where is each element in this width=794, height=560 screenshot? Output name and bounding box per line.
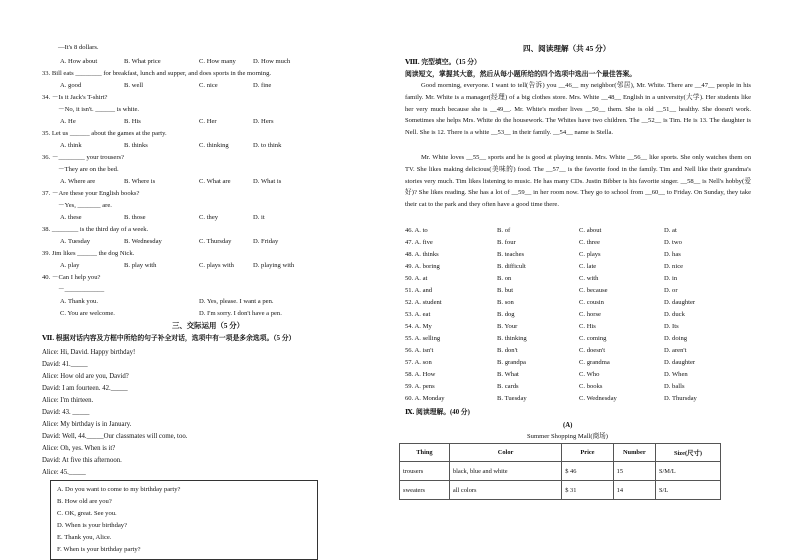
option: B. What price — [124, 58, 161, 65]
option: D. daughter — [664, 299, 696, 306]
passage-paragraph-1: Good morning, everyone. I want to tell(告诉) you __46__ my neighbor(邻居), Mr. White. There are __47__ people in his family. Mr. White is a manager(经理) of a big clothes store. Mrs. White __48__ English in a university(大学). Her students like her very much because she is __49__. Mr. White's mother lives __50__ them. She is old __51__ healthy. She doesn't work. Sometimes she helps Mrs. White do the housework. The Whites have two children. The __52__ is Tim. He is 13. The daughter is Nell. She is 12. There is a white __53__ in their family. __54__ name is Stella. — [405, 82, 751, 137]
option: A. Tuesday — [60, 238, 91, 245]
option: B. well — [124, 82, 144, 89]
section-7-title: Ⅶ. 根据对话内容及方框中所给的句子补全对话，选项中有一项是多余选项。（5 分） — [42, 335, 296, 342]
option: D. in — [664, 275, 678, 282]
option: C. How many — [199, 58, 236, 65]
table-header: Thing — [400, 444, 450, 462]
dialogue-line: David: I am fourteen. 42._____ — [42, 385, 128, 392]
cloze-question: 52. A. student — [405, 299, 442, 306]
option: B. dog — [497, 311, 515, 318]
option: A. good — [60, 82, 82, 89]
option: D. nice — [664, 263, 684, 270]
table-cell: 14 — [613, 481, 655, 500]
option: B. son — [497, 299, 514, 306]
table-cell: S/M/L — [655, 462, 720, 481]
box-option: E. Thank you, Alice. — [57, 534, 112, 541]
option: C. Thursday — [199, 238, 232, 245]
option: C. they — [199, 214, 219, 221]
dialogue-line: Alice: How old are you, David? — [42, 373, 129, 380]
option: D. has — [664, 251, 681, 258]
option: A. these — [60, 214, 82, 221]
option: D. fine — [253, 82, 272, 89]
option: B. grandpa — [497, 359, 526, 366]
dialogue-line: David: Well, 44._____Our classmates will come, too. — [42, 433, 188, 440]
box-option: C. OK, great. See you. — [57, 510, 117, 517]
option: D. Friday — [253, 238, 279, 245]
option: D. Thursday — [664, 395, 697, 402]
options-box — [50, 480, 318, 560]
table-cell: all colors — [449, 481, 561, 500]
cloze-question: 48. A. thinks — [405, 251, 439, 258]
option: A. play — [60, 262, 80, 269]
option: C. Her — [199, 118, 217, 125]
option: C. Who — [579, 371, 600, 378]
option: B. on — [497, 275, 512, 282]
option: D. two — [664, 239, 682, 246]
option: C. You are welcome. — [60, 310, 115, 317]
option: B. play with — [124, 262, 157, 269]
option: D. playing with — [253, 262, 295, 269]
table-row — [400, 481, 721, 500]
reading-label: (A) — [563, 422, 573, 429]
section-9-title: Ⅸ. 阅读理解。(40 分) — [405, 409, 470, 416]
dialogue-line: Alice: Hi, David. Happy birthday! — [42, 349, 136, 356]
option: C. Wednesday — [579, 395, 617, 402]
table-cell: $ 31 — [562, 481, 613, 500]
option: D. aren't — [664, 347, 687, 354]
option: D. duck — [664, 311, 685, 318]
cloze-question: 46. A. to — [405, 227, 428, 234]
option: D. Its — [664, 323, 679, 330]
option: A. Where are — [60, 178, 96, 185]
option: B. but — [497, 287, 514, 294]
question-39: 39. Jim likes ______ the dog Nick. — [42, 250, 135, 257]
option: B. Tuesday — [497, 395, 527, 402]
table-header-row — [400, 444, 721, 462]
option: C. horse — [579, 311, 601, 318]
table-cell: black, blue and white — [449, 462, 561, 481]
option: B. don't — [497, 347, 518, 354]
option: B. those — [124, 214, 146, 221]
question-40: 40. －Can I help you? — [42, 274, 101, 281]
box-option: D. When is your birthday? — [57, 522, 128, 529]
option: B. cards — [497, 383, 519, 390]
table-header: Price — [562, 444, 613, 462]
question-36: 36. －________ your trousers? — [42, 154, 125, 161]
box-option: A. Do you want to come to my birthday party? — [57, 486, 181, 493]
option: D. to think — [253, 142, 282, 149]
cloze-question: 55. A. selling — [405, 335, 441, 342]
option: B. Your — [497, 323, 518, 330]
option: A. He — [60, 118, 76, 125]
option: C. late — [579, 263, 597, 270]
dialogue-line: Alice: I'm thirteen. — [42, 397, 94, 404]
box-option: F. When is your birthday party? — [57, 546, 141, 553]
cloze-question: 50. A. at — [405, 275, 428, 282]
option: D. balls — [664, 383, 685, 390]
option: D. or — [664, 287, 678, 294]
option: A. Thank you. — [60, 298, 98, 305]
question-34: 34. －Is it Jack's T-shirt? — [42, 94, 108, 101]
option: A. How about — [60, 58, 98, 65]
option: D. Hers — [253, 118, 274, 125]
option: D. When — [664, 371, 688, 378]
question-40-reply: －____________ — [58, 286, 105, 293]
option: C. His — [579, 323, 596, 330]
option: C. books — [579, 383, 603, 390]
option: C. cousin — [579, 299, 604, 306]
table-row — [400, 462, 721, 481]
q32-prompt: —It's 8 dollars. — [58, 44, 99, 51]
dialogue-line: Alice: My birthday is in January. — [42, 421, 132, 428]
question-34-reply: －No, it isn't. ______ is white. — [58, 106, 140, 113]
section-4-title: 四、阅读理解（共 45 分） — [523, 44, 611, 53]
option: D. Yes, please. I want a pen. — [199, 298, 274, 305]
cloze-question: 54. A. My — [405, 323, 432, 330]
cloze-question: 59. A. pens — [405, 383, 435, 390]
option: B. Wednesday — [124, 238, 162, 245]
dialogue-line: Alice: 45._____ — [42, 469, 86, 476]
option: C. plays with — [199, 262, 234, 269]
table-header: Color — [449, 444, 561, 462]
box-option: B. How old are you? — [57, 498, 112, 505]
table-cell: sweaters — [400, 481, 450, 500]
option: B. Where is — [124, 178, 156, 185]
option: D. daughter — [664, 359, 696, 366]
section-3-title: 三、交际运用（5 分） — [172, 321, 245, 330]
option: A. think — [60, 142, 82, 149]
cloze-question: 49. A. boring — [405, 263, 440, 270]
cloze-question: 53. A. eat — [405, 311, 431, 318]
option: C. with — [579, 275, 599, 282]
dialogue-line: David: 43. _____ — [42, 409, 90, 416]
cloze-question: 56. A. isn't — [405, 347, 434, 354]
table-header: Size(尺寸) — [655, 444, 720, 462]
section-8-instructions: 阅读短文，掌握其大意，然后从每小题所给的四个选项中选出一个最佳答案。 — [405, 71, 637, 78]
dialogue-line: Alice: Oh, yes. When is it? — [42, 445, 116, 452]
question-35: 35. Let us ______ about the games at the party. — [42, 130, 167, 137]
option: C. three — [579, 239, 600, 246]
table-header: Number — [613, 444, 655, 462]
option: B. thinking — [497, 335, 527, 342]
option: B. four — [497, 239, 516, 246]
option: D. at — [664, 227, 677, 234]
passage-paragraph-2: Mr. White loves __55__ sports and he is good at playing tennis. Mrs. White __56__ like sports. She only watches them on TV. She likes making delicious(美味的) food. The __57__ is the favorite food in the family. Tim and Nell like their grandma's stories very much. Tim likes listening to music. He has many CDs. Justin Bibber is his favorite singer. __58__ is Nell's hobby(爱好)? She likes reading. She has a lot of __59__ in her room now. They go to school from __60__ to Friday. On Sunday, they take their cat to the park and they often have a good time there. — [405, 154, 751, 209]
option: B. teaches — [497, 251, 525, 258]
cloze-question: 57. A. son — [405, 359, 432, 366]
cloze-question: 58. A. How — [405, 371, 436, 378]
cloze-question: 47. A. five — [405, 239, 433, 246]
question-36-reply: －They are on the bed. — [58, 166, 119, 173]
dialogue-line: David: 41._____ — [42, 361, 88, 368]
section-8-title: Ⅷ. 完型填空。（15 分） — [405, 59, 481, 66]
table-cell: 15 — [613, 462, 655, 481]
option: C. coming — [579, 335, 607, 342]
option: D. doing — [664, 335, 688, 342]
table-cell: S/L — [655, 481, 720, 500]
option: C. What are — [199, 178, 231, 185]
option: C. because — [579, 287, 608, 294]
question-37-reply: －Yes, _______ are. — [58, 202, 112, 209]
option: C. doesn't — [579, 347, 606, 354]
cloze-question: 51. A. and — [405, 287, 433, 294]
option: D. it — [253, 214, 265, 221]
option: D. I'm sorry. I don't have a pen. — [199, 310, 282, 317]
cloze-question: 60. A. Monday — [405, 395, 445, 402]
question-37: 37. －Are these your English books? — [42, 190, 140, 197]
option: D. How much — [253, 58, 291, 65]
option: C. plays — [579, 251, 601, 258]
table-cell: $ 46 — [562, 462, 613, 481]
option: C. nice — [199, 82, 218, 89]
option: B. thinks — [124, 142, 148, 149]
question-38: 38. ________ is the third day of a week. — [42, 226, 149, 233]
option: B. His — [124, 118, 141, 125]
option: B. What — [497, 371, 519, 378]
option: B. of — [497, 227, 511, 234]
table-caption: Summer Shopping Mall(商场) — [527, 433, 608, 440]
option: D. What is — [253, 178, 282, 185]
option: B. difficult — [497, 263, 526, 270]
option: C. about — [579, 227, 602, 234]
dialogue-line: David: At five this afternoon. — [42, 457, 122, 464]
shop-table — [399, 443, 721, 500]
table-cell: trousers — [400, 462, 450, 481]
option: C. thinking — [199, 142, 229, 149]
option: C. grandma — [579, 359, 610, 366]
question-33: 33. Bill eats ________ for breakfast, lunch and supper, and does sports in the morning. — [42, 70, 272, 77]
